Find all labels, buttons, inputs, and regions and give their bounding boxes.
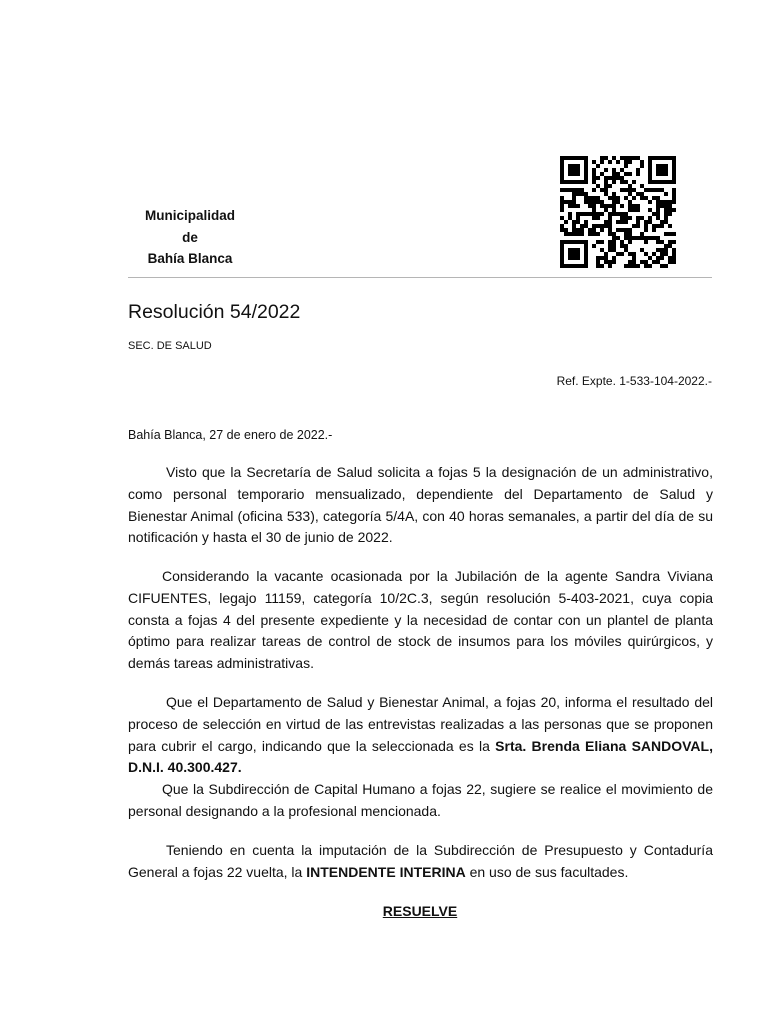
org-line-2: de	[182, 229, 198, 245]
paragraph-teniendo	[128, 840, 713, 884]
paragraph-considerando	[128, 566, 713, 675]
header-divider	[128, 277, 712, 278]
municipality-header	[128, 205, 252, 270]
resolution-title: Resolución 54/2022	[128, 301, 301, 323]
resuelve-heading: RESUELVE	[382, 903, 458, 919]
secretaria-label: SEC. DE SALUD	[128, 340, 212, 352]
qr-code-icon	[560, 156, 676, 268]
org-line-3: Bahía Blanca	[147, 251, 233, 266]
paragraph-considerando-text: Considerando la vacante ocasionada por la Jubilación de la agente Sandra Viviana CIFUENTES, legajo 11159, categoría 10/2C.3, según resolución 5-403-2021, cuya copia consta a fojas 4 del presente expediente y la necesidad de contar con un plantel de planta óptimo para realizar tareas de control de stock de insumos para los móviles quirúrgicos, y demás tareas administrativas.	[128, 568, 713, 672]
paragraph-seleccion-text: Que el Departamento de Salud y Bienestar Animal, a fojas 20, informa el resultado del proceso de selección en virtud de las entrevistas realizadas a las personas que se proponen para cubrir el cargo, indicando que la seleccionada es la	[128, 694, 713, 754]
expediente-reference: Ref. Expte. 1-533-104-2022.-	[556, 374, 712, 388]
selected-person: Srta. Brenda Eliana SANDOVAL, D.N.I. 40.300.427.	[128, 737, 713, 776]
intendente-label: INTENDENTE INTERINA	[306, 863, 466, 880]
org-line-1: Municipalidad	[144, 208, 235, 223]
paragraph-teniendo-tail: en uso de sus facultades.	[465, 863, 629, 880]
paragraph-teniendo-text: Teniendo en cuenta la imputación de la Subdirección de Presupuesto y Contaduría General a fojas 22 vuelta, la	[128, 842, 713, 880]
paragraph-visto-text: Visto que la Secretaría de Salud solicita a fojas 5 la designación de un administrativo, como personal temporario mensualizado, dependiente del Departamento de Salud y Bienestar Animal (oficina 533), categoría 5/4A, con 40 horas semanales, a partir del día de su notificación y hasta el 30 de junio de 2022.	[128, 464, 713, 546]
date-line: Bahía Blanca, 27 de enero de 2022.-	[128, 428, 333, 442]
paragraph-seleccion	[128, 692, 713, 779]
paragraph-capital-humano	[128, 779, 713, 823]
paragraph-visto	[128, 462, 713, 549]
paragraph-capital-humano-text: Que la Subdirección de Capital Humano a fojas 22, sugiere se realice el movimiento de personal designando a la profesional mencionada.	[128, 781, 713, 819]
